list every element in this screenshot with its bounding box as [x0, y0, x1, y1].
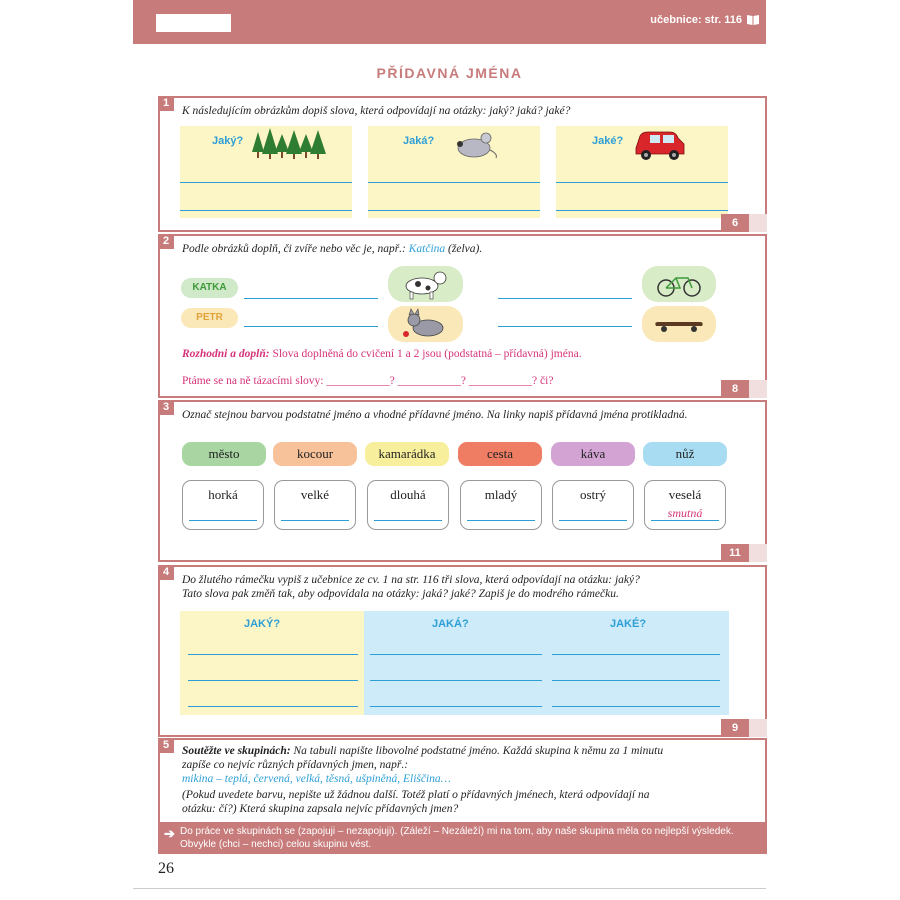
- noun-kamaradka[interactable]: kamarádka: [365, 442, 449, 466]
- exercise-label: Soutěžte ve skupinách:: [182, 745, 291, 757]
- header-jake: JAKÉ?: [610, 618, 647, 630]
- decide-text: Slova doplněná do cvičení 1 a 2 jsou (podstatná – přídavná) jména.: [272, 348, 582, 360]
- answer-line[interactable]: [189, 520, 257, 521]
- exercise-3: [158, 400, 767, 562]
- ask-line: Ptáme se na ně tázacími slovy: ___________? ___________? ___________? či?: [182, 375, 554, 387]
- answer-box-jaky: [180, 126, 352, 218]
- noun-nuz[interactable]: nůž: [643, 442, 727, 466]
- answer-line[interactable]: [651, 520, 719, 521]
- answer-line[interactable]: [188, 706, 358, 707]
- adjective-card[interactable]: [367, 480, 449, 530]
- answer-line[interactable]: [188, 680, 358, 681]
- question-label: Jaké?: [592, 135, 624, 147]
- car-icon: [630, 126, 690, 162]
- answer-line[interactable]: [370, 654, 542, 655]
- exercise-note-2: otázku: čí?) Která skupina zapsala nejvíc přídavných jmen?: [182, 803, 459, 815]
- answer-line[interactable]: [556, 210, 728, 211]
- page-title: PŘÍDAVNÁ JMÉNA: [376, 65, 523, 81]
- decide-label: Rozhodni a doplň:: [182, 348, 270, 360]
- dog-icon: [388, 266, 463, 302]
- answer-line[interactable]: [552, 706, 720, 707]
- header-white-box: [156, 14, 231, 32]
- answer-line[interactable]: [368, 182, 540, 183]
- answer-line[interactable]: [559, 520, 627, 521]
- self-assessment-bar: [158, 822, 767, 854]
- answer-line[interactable]: [498, 298, 632, 299]
- workbook-page: [133, 0, 766, 900]
- score-box: [721, 544, 767, 562]
- page-number: 26: [158, 860, 174, 877]
- answer-line[interactable]: [244, 298, 378, 299]
- blue-frame: [364, 611, 729, 715]
- exercise-instruction: Označ stejnou barvou podstatné jméno a vhodné přídavné jméno. Na linky napiš přídavná jména protikladná.: [182, 409, 688, 421]
- textbook-reference: učebnice: str. 116: [650, 14, 742, 26]
- score-box: [721, 214, 767, 232]
- example-answer: smutná: [667, 506, 703, 520]
- answer-line[interactable]: [370, 706, 542, 707]
- score-box: [721, 380, 767, 398]
- exercise-5: [158, 738, 767, 824]
- answer-line[interactable]: [556, 182, 728, 183]
- adjective-card[interactable]: [460, 480, 542, 530]
- answer-line[interactable]: [370, 680, 542, 681]
- bicycle-picture: [642, 266, 716, 302]
- score-points: 6: [721, 214, 749, 232]
- exercise-number: 5: [158, 738, 174, 753]
- noun-kava[interactable]: káva: [551, 442, 635, 466]
- exercise-text-2: zapíše co nejvíc různých přídavných jmen, např.:: [182, 759, 409, 771]
- noun-mesto[interactable]: město: [182, 442, 266, 466]
- adjective-word: ostrý: [580, 487, 606, 502]
- answer-line[interactable]: [374, 520, 442, 521]
- exercise-number: 3: [158, 400, 174, 415]
- bicycle-icon: [642, 266, 716, 302]
- skateboard-icon: [642, 306, 716, 342]
- answer-line[interactable]: [281, 520, 349, 521]
- exercise-instruction: K následujícím obrázkům dopiš slova, která odpovídají na otázky: jaký? jaká? jaké?: [182, 105, 571, 117]
- skateboard-picture: [642, 306, 716, 342]
- header-bar: [133, 0, 766, 44]
- score-points: 9: [721, 719, 749, 737]
- score-points: 11: [721, 544, 749, 562]
- arrow-right-icon: ➔: [164, 826, 175, 841]
- answer-line[interactable]: [498, 326, 632, 327]
- header-jaky: JAKÝ?: [244, 618, 281, 630]
- adjective-word: velké: [300, 487, 330, 502]
- instruction-text: Podle obrázků doplň, či zvíře nebo věc je, např.:: [182, 243, 406, 255]
- exercise-1: [158, 96, 767, 232]
- adjective-word: mladý: [484, 487, 518, 502]
- exercise-4: [158, 565, 767, 737]
- exercise-number: 1: [158, 96, 174, 111]
- exercise-example: mikina – teplá, červená, velká, těsná, ušpiněná, Eliščina…: [182, 773, 451, 785]
- adjective-card[interactable]: [274, 480, 356, 530]
- exercise-number: 2: [158, 234, 174, 249]
- exercise-text-1: [182, 744, 663, 758]
- exercise-note-1: (Pokud uvedete barvu, nepište už žádnou další. Totéž platí o přídavných jménech, která odpovídají na: [182, 789, 650, 801]
- adjective-word: veselá: [668, 487, 702, 502]
- cat-picture: [388, 306, 463, 342]
- exercise-text: Na tabuli napište libovolné podstatné jméno. Každá skupina k němu za 1 minutu: [293, 745, 664, 757]
- answer-box-jaka: [368, 126, 540, 218]
- answer-line[interactable]: [552, 654, 720, 655]
- noun-kocour[interactable]: kocour: [273, 442, 357, 466]
- answer-line[interactable]: [467, 520, 535, 521]
- adjective-card[interactable]: [182, 480, 264, 530]
- answer-line[interactable]: [180, 210, 352, 211]
- question-label: Jaká?: [403, 135, 435, 147]
- adjective-card[interactable]: [644, 480, 726, 530]
- exercise-2: [158, 234, 767, 398]
- noun-cesta[interactable]: cesta: [458, 442, 542, 466]
- mouse-icon: [450, 130, 500, 160]
- answer-line[interactable]: [552, 680, 720, 681]
- exercise-instruction: [182, 242, 482, 256]
- cat-icon: [388, 306, 463, 342]
- book-icon: [746, 14, 760, 26]
- self-assessment-text: Do práce ve skupinách se (zapojuji – nezapojuji). (Záleží – Nezáleží) mi na tom, aby naše skupina měla co nejlepší výsledek. Obvykle (chci – nechci) celou skupinu vést.: [180, 826, 734, 850]
- adjective-word: horká: [208, 487, 238, 502]
- answer-line[interactable]: [188, 654, 358, 655]
- page-bottom-divider: [133, 888, 766, 889]
- exercise-instruction-2: Tato slova pak změň tak, aby odpovídala na otázky: jaká? jaké? Zapiš je do modrého rámečku.: [182, 588, 619, 600]
- trees-icon: [252, 128, 328, 162]
- name-petr: PETR: [181, 308, 238, 328]
- question-label: Jaký?: [212, 135, 244, 147]
- adjective-word: dlouhá: [390, 487, 426, 502]
- answer-line[interactable]: [180, 182, 352, 183]
- name-katka: KATKA: [181, 278, 238, 298]
- answer-box-jake: [556, 126, 728, 218]
- score-points: 8: [721, 380, 749, 398]
- instruction-suffix: (želva).: [448, 243, 483, 255]
- exercise-number: 4: [158, 565, 174, 580]
- decide-line: [182, 347, 582, 361]
- answer-line[interactable]: [244, 326, 378, 327]
- dog-picture: [388, 266, 463, 302]
- instruction-example: Katčina: [408, 243, 446, 255]
- adjective-card[interactable]: [552, 480, 634, 530]
- score-box: [721, 719, 767, 737]
- answer-line[interactable]: [368, 210, 540, 211]
- header-jaka: JAKÁ?: [432, 618, 469, 630]
- exercise-instruction-1: Do žlutého rámečku vypiš z učebnice ze cv. 1 na str. 116 tři slova, která odpovídají na otázku: jaký?: [182, 574, 640, 586]
